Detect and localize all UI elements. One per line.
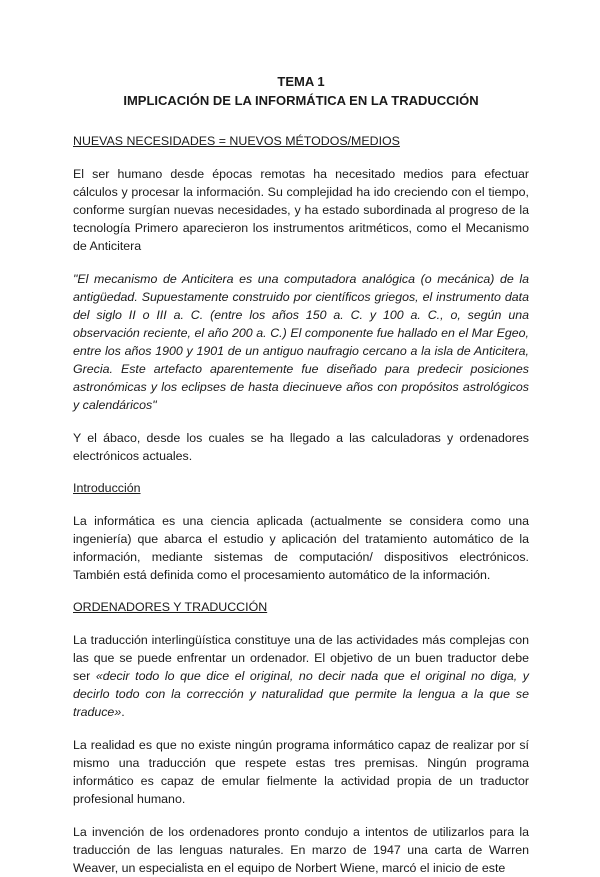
section-heading-introduccion: Introducción xyxy=(73,481,141,495)
paragraph-intro-text: La traducción interlingüística constituye una de las actividades más complejas con las que se puede enfrentar un ordenador. El objetivo de un buen traductor debe ser xyxy=(73,633,529,683)
paragraph-realidad: La realidad es que no existe ningún programa informático capaz de realizar por sí mismo una traducción que respete estas tres premisas. Ningún programa informático es capaz de emular fielmente la actividad propia de un traductor profesional humano. xyxy=(73,738,529,806)
paragraph-informatica: La informática es una ciencia aplicada (actualmente se considera como una ingeniería) que abarca el estudio y aplicación del tratamiento automático de la información, mediante sistemas de computación/ dispositivos electrónicos. También está definida como el procesamiento automático de la información. xyxy=(73,514,529,582)
paragraph-end-text: . xyxy=(121,705,125,719)
document-page xyxy=(73,72,529,877)
title-line-2: IMPLICACIÓN DE LA INFORMÁTICA EN LA TRADUCCIÓN xyxy=(123,93,479,108)
paragraph-invencion-ordenadores: La invención de los ordenadores pronto condujo a intentos de utilizarlos para la traducción de las lenguas naturales. En marzo de 1947 una carta de Warren Weaver, un especialista en el equipo de Norbert Wiene, marcó el inicio de este xyxy=(73,825,529,875)
inline-quote-traductor: «decir todo lo que dice el original, no decir nada que el original no diga, y decirlo todo con la corrección y naturalidad que permite la lengua a la que se traduce» xyxy=(73,669,529,719)
paragraph-ser-humano: El ser humano desde épocas remotas ha necesitado medios para efectuar cálculos y procesar la información. Su complejidad ha ido creciendo con el tiempo, conforme surgían nuevas necesidades, y ha estado subordinada al progreso de la tecnología Primero aparecieron los instrumentos aritméticos, como el Mecanismo de Anticitera xyxy=(73,167,529,253)
paragraph-traduccion-interlinguistica xyxy=(73,631,529,721)
section-heading-nuevas-necesidades: NUEVAS NECESIDADES = NUEVOS MÉTODOS/MEDIOS xyxy=(73,134,400,148)
title-line-1: TEMA 1 xyxy=(277,74,325,89)
paragraph-abaco: Y el ábaco, desde los cuales se ha llegado a las calculadoras y ordenadores electrónicos actuales. xyxy=(73,431,529,463)
section-heading-ordenadores-traduccion: ORDENADORES Y TRADUCCIÓN xyxy=(73,600,268,614)
quote-anticitera: "El mecanismo de Anticitera es una computadora analógica (o mecánica) de la antigüedad. Supuestamente construido por científicos griegos, el instrumento data del siglo II o III a. C. (entre los años 150 a. C. y 100 a. C., o, según una observación reciente, el año 200 a. C.) El componente fue hallado en el Mar Egeo, entre los años 1900 y 1901 de un antiguo naufragio cercano a la isla de Anticitera, Grecia. Este artefacto aparentemente fue diseñado para predecir posiciones astronómicas y los eclipses de hasta diecinueve años con propósitos astrológicos y calendáricos" xyxy=(73,272,529,412)
